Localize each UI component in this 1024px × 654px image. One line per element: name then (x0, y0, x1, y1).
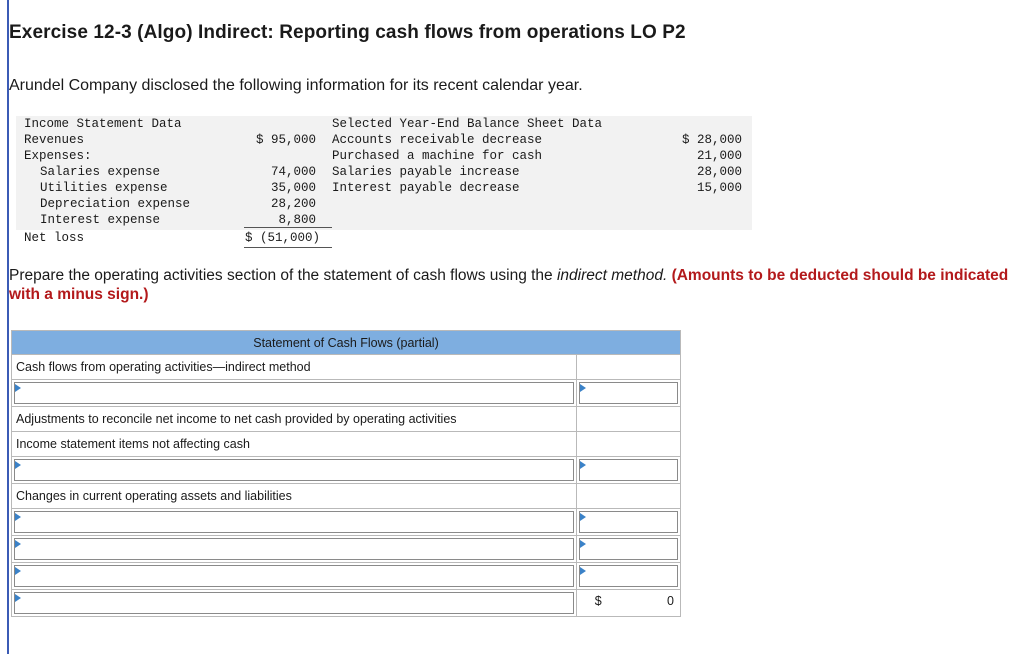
balance-item-value: 21,000 (696, 149, 742, 163)
intro-text: Arundel Company disclosed the following information for its recent calendar year. (9, 77, 583, 94)
dropdown-arrow-icon (15, 567, 21, 575)
total-line-item-input[interactable] (15, 593, 573, 613)
empty-cell (576, 407, 680, 432)
expense-value: 74,000 (270, 165, 316, 179)
balance-item-label: Interest payable decrease (332, 181, 520, 195)
expense-label: Utilities expense (40, 181, 168, 195)
dropdown-arrow-icon (15, 513, 21, 521)
total-underline (244, 247, 332, 248)
amount-input[interactable] (580, 512, 677, 532)
adjustments-label: Adjustments to reconcile net income to net cash provided by operating activities (12, 407, 577, 432)
net-loss-label: Net loss (24, 231, 85, 245)
line-item-input[interactable] (15, 383, 573, 403)
dropdown-arrow-icon (580, 513, 586, 521)
input-row (12, 536, 681, 563)
balance-item-label: Purchased a machine for cash (332, 149, 543, 163)
amount-input[interactable] (580, 539, 677, 559)
total-row (12, 590, 681, 617)
statement-title: Statement of Cash Flows (partial) (12, 331, 681, 355)
revenues-value: $ 95,000 (255, 133, 316, 147)
input-row (12, 380, 681, 407)
line-item-dropdown[interactable] (14, 565, 574, 587)
given-data-table (16, 116, 752, 250)
changes-label: Changes in current operating assets and liabilities (12, 484, 577, 509)
expense-label: Depreciation expense (40, 197, 191, 211)
empty-cell (576, 355, 680, 380)
dropdown-arrow-icon (580, 567, 586, 575)
balance-item-label: Accounts receivable decrease (332, 133, 543, 147)
expense-label: Interest expense (40, 213, 161, 227)
instructions-text: Prepare the operating activities section of the statement of cash flows using the (9, 267, 557, 284)
line-item-dropdown[interactable] (14, 538, 574, 560)
amount-box[interactable] (579, 511, 678, 533)
expense-value: 28,200 (270, 197, 316, 211)
expense-value: 35,000 (270, 181, 316, 195)
line-item-input[interactable] (15, 566, 573, 586)
line-item-dropdown[interactable] (14, 382, 574, 404)
amount-box[interactable] (579, 538, 678, 560)
line-item-input[interactable] (15, 460, 573, 480)
input-row (12, 509, 681, 536)
dropdown-arrow-icon (15, 594, 21, 602)
input-row (12, 563, 681, 590)
instructions-note: (Amounts to be deducted should be indicated with a minus sign.) (9, 267, 1009, 303)
dropdown-arrow-icon (15, 384, 21, 392)
line-item-dropdown[interactable] (14, 459, 574, 481)
amount-box[interactable] (579, 565, 678, 587)
cash-flow-statement-table (11, 330, 681, 617)
revenues-label: Revenues (24, 133, 85, 147)
total-line-item-dropdown[interactable] (14, 592, 574, 614)
amount-input[interactable] (580, 460, 677, 480)
subtotal-underline (244, 227, 332, 228)
expenses-label: Expenses: (24, 149, 92, 163)
left-border-rule (7, 0, 9, 654)
income-statement-header: Income Statement Data (24, 117, 182, 131)
dropdown-arrow-icon (580, 540, 586, 548)
dropdown-arrow-icon (580, 461, 586, 469)
line-item-input[interactable] (15, 512, 573, 532)
dropdown-arrow-icon (15, 461, 21, 469)
dropdown-arrow-icon (580, 384, 586, 392)
dropdown-arrow-icon (15, 540, 21, 548)
empty-cell (576, 432, 680, 457)
total-currency: $ (594, 594, 602, 608)
section-label: Cash flows from operating activities—indirect method (12, 355, 577, 380)
amount-box[interactable] (579, 459, 678, 481)
total-amount-cell (576, 590, 680, 617)
line-item-input[interactable] (15, 539, 573, 559)
balance-item-label: Salaries payable increase (332, 165, 520, 179)
line-item-dropdown[interactable] (14, 511, 574, 533)
amount-box[interactable] (579, 382, 678, 404)
instructions (9, 266, 1009, 304)
total-amount-value: 0 (667, 594, 674, 608)
amount-input[interactable] (580, 383, 677, 403)
balance-item-value: $ 28,000 (681, 133, 742, 147)
empty-cell (576, 484, 680, 509)
amount-input[interactable] (580, 566, 677, 586)
expense-label: Salaries expense (40, 165, 161, 179)
instructions-method: indirect method. (556, 267, 668, 284)
balance-sheet-header: Selected Year-End Balance Sheet Data (332, 117, 603, 131)
input-row (12, 457, 681, 484)
expense-value: 8,800 (278, 213, 316, 227)
page-title: Exercise 12-3 (Algo) Indirect: Reporting cash flows from operations LO P2 (9, 22, 686, 43)
balance-item-value: 15,000 (696, 181, 742, 195)
balance-item-value: 28,000 (696, 165, 742, 179)
noncash-label: Income statement items not affecting cash (12, 432, 577, 457)
net-loss-value: $ (51,000) (244, 231, 320, 245)
